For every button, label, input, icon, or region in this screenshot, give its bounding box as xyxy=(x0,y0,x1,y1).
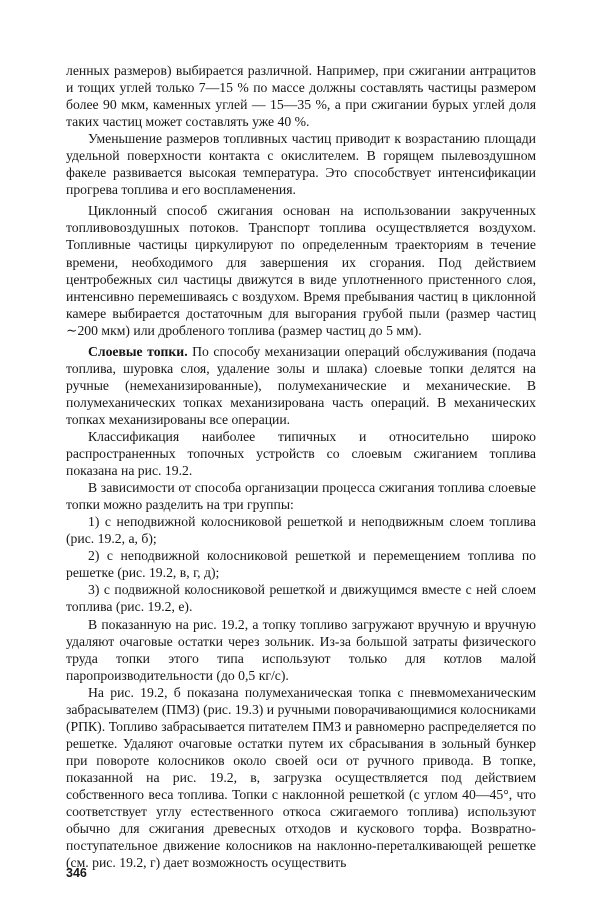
section-heading: Слоевые топки. xyxy=(88,343,188,359)
paragraph-8: На рис. 19.2, б показана полумеханическая топка с пневмомеханическим забрасывателем (ПМЗ) (рис. 19.3) и ручными поворачивающимися колосниками (РПК). Топливо забрасывается питателем ПМЗ и равномерно распределяется по решетке. Удаляют очаговые остатки путем их сбрасывания в зольный бункер при повороте колосников около своей оси от ручного привода. В топке, показанной на рис. 19.2, в, загрузка осуществляется под действием собственного веса топлива. Топки с наклонной решеткой (с углом 40—45°, что соответствует углу естественного откоса сжигаемого топлива) используют обычно для сжигания древесных отходов и кускового торфа. Возвратно-поступательное движение колосников на наклонно-переталкивающей решетке (см. рис. 19.2, г) дает возможность осуществить xyxy=(66,684,536,871)
paragraph-2: Уменьшение размеров топливных частиц приводит к возрастанию площади удельной поверхности контакта с окислителем. В горящем пылевоздушном факеле развивается высокая температура. Это способствует интенсификации прогрева топлива и его воспламенения. xyxy=(66,131,536,198)
paragraph-1: ленных размеров) выбирается различной. Например, при сжигании антрацитов и тощих углей только 7—15 % по массе должны составлять частицы размером более 90 мкм, каменных углей — 15—35 %, а при сжигании бурых углей доля таких частиц может составлять уже 40 %. xyxy=(66,63,536,130)
paragraph-4 xyxy=(66,343,536,428)
paragraph-6: В зависимости от способа организации процесса сжигания топлива слоевые топки можно разделить на три группы: xyxy=(66,480,536,513)
paragraph-4-text: По способу механизации операций обслуживания (подача топлива, шуровка слоя, удаление золы и шлака) слоевые топки делятся на ручные (немеханизированные), полумеханические и механические. В полумеханических топках механизирована часть операций. В механических топках механизированы все операции. xyxy=(66,343,536,427)
list-item-1: 1) с неподвижной колосниковой решеткой и неподвижным слоем топлива (рис. 19.2, а, б); xyxy=(66,514,536,547)
page-number: 346 xyxy=(66,866,87,880)
list-item-3: 3) с подвижной колосниковой решеткой и движущимся вместе с ней слоем топлива (рис. 19.2, е). xyxy=(66,582,536,615)
document-page xyxy=(66,62,536,871)
paragraph-5: Классификация наиболее типичных и относительно широко распространенных топочных устройств со слоевым сжиганием топлива показана на рис. 19.2. xyxy=(66,428,536,479)
list-item-2: 2) с неподвижной колосниковой решеткой и перемещением топлива по решетке (рис. 19.2, в, г, д); xyxy=(66,548,536,581)
paragraph-7: В показанную на рис. 19.2, а топку топливо загружают вручную и вручную удаляют очаговые остатки через зольник. Из-за большой затраты физического труда топки этого типа используют только для котлов малой паропроизводительности (до 0,5 кг/с). xyxy=(66,616,536,683)
paragraph-3: Циклонный способ сжигания основан на использовании закрученных топливовоздушных потоков. Транспорт топлива осуществляется воздухом. Топливные частицы циркулируют по определенным траекториям в течение времени, необходимого для завершения их сгорания. Под действием центробежных сил частицы движутся в виде уплотненного пристенного слоя, интенсивно перемешиваясь с воздухом. Время пребывания частиц в циклонной камере выбирается достаточным для выгорания грубой пыли (размер частиц ∼200 мкм) или дробленого топлива (размер частиц до 5 мм). xyxy=(66,203,536,338)
